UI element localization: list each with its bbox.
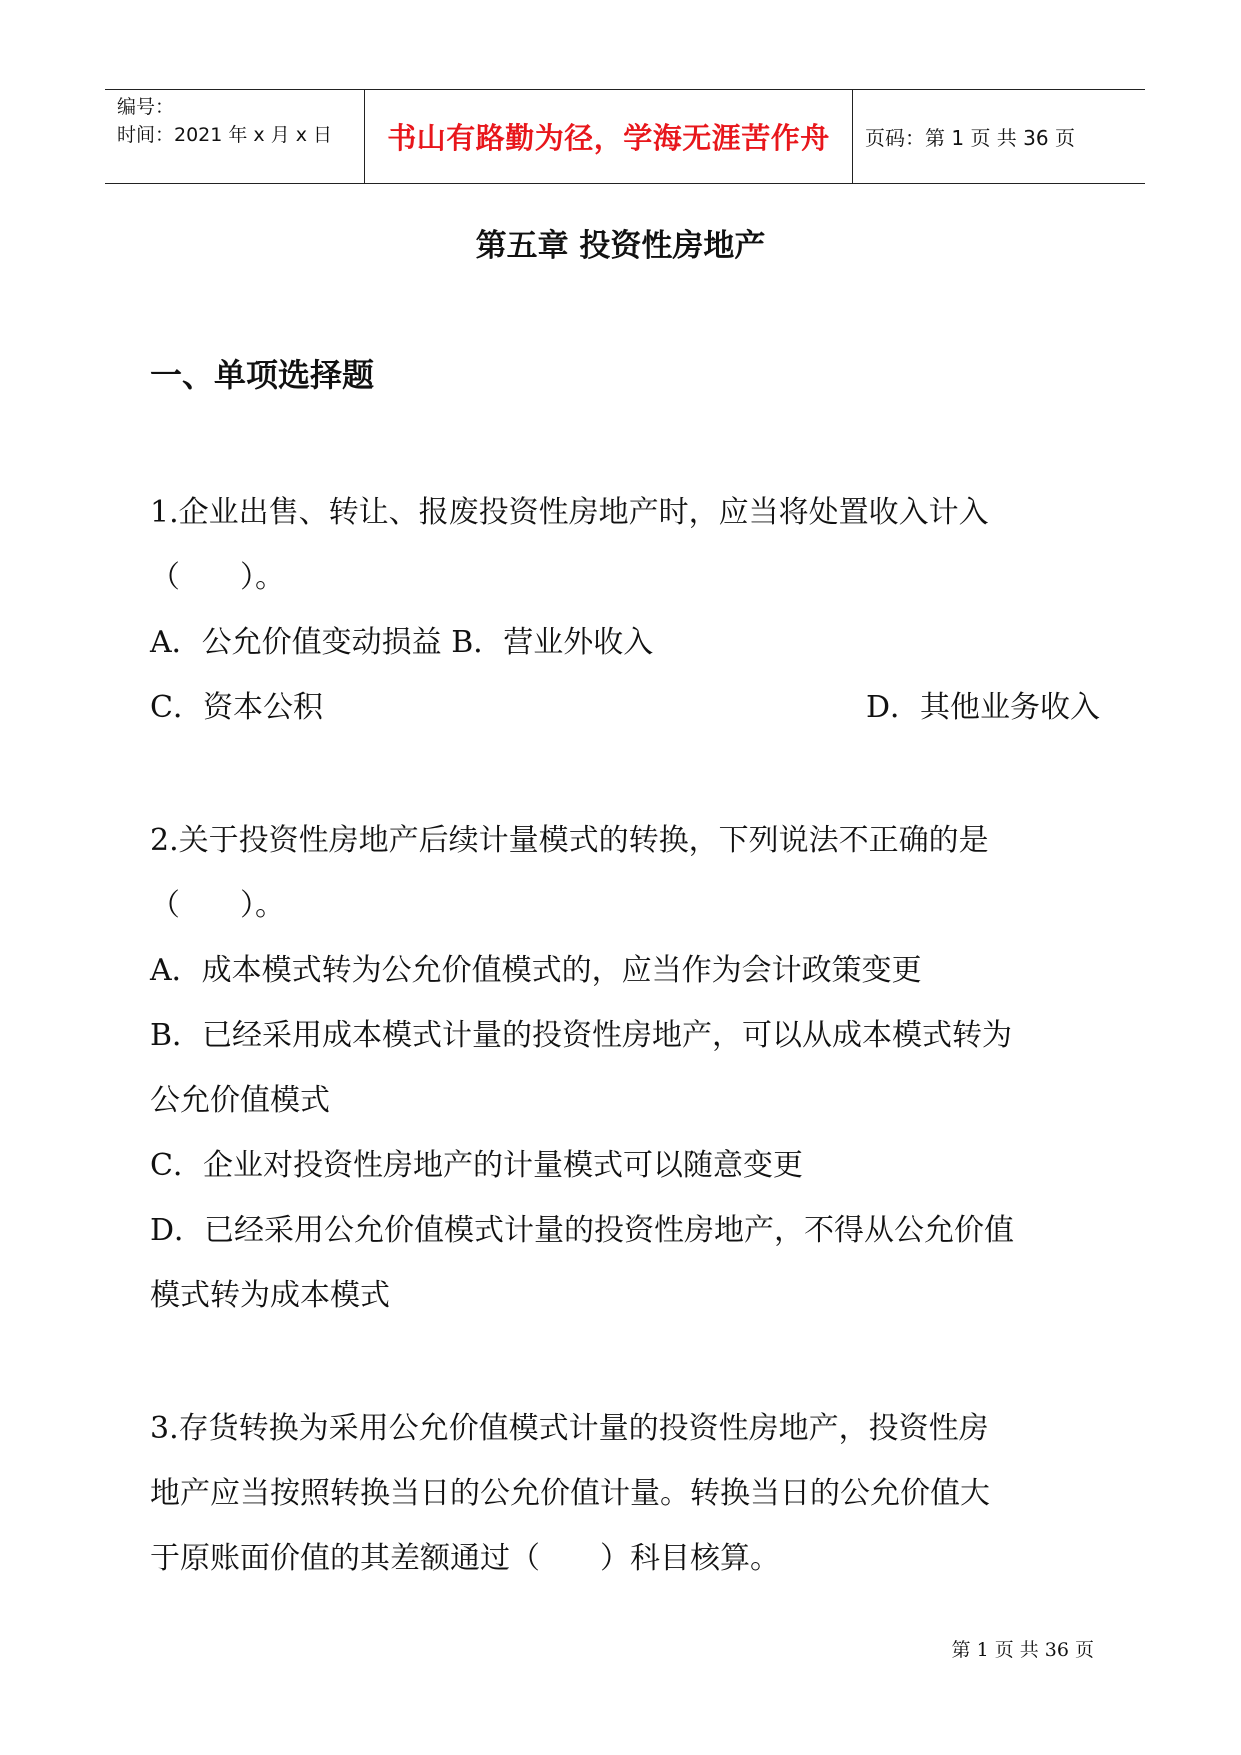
header-left-cell (105, 90, 365, 183)
option-line: 模式转为成本模式 (150, 1278, 390, 1313)
header-right-cell (853, 90, 1145, 183)
question-stem: 3.存货转换为采用公允价值模式计量的投资性房地产，投资性房 (150, 1411, 989, 1446)
option-line: 公允价值模式 (150, 1083, 330, 1118)
question-1 (150, 480, 1100, 740)
option-line: B．已经采用成本模式计量的投资性房地产，可以从成本模式转为 (150, 1018, 1013, 1053)
page-footer: 第 1 页 共 36 页 (951, 1639, 1094, 1661)
question-stem: （ ）。 (150, 888, 285, 923)
option-line: A．成本模式转为公允价值模式的，应当作为会计政策变更 (150, 953, 922, 988)
question-stem: 1.企业出售、转让、报废投资性房地产时，应当将处置收入计入 (150, 495, 989, 530)
question-2 (150, 808, 1100, 1328)
question-stem: （ ）。 (150, 560, 285, 595)
page-code: 页码：第 1 页 共 36 页 (865, 126, 1075, 150)
option-row (150, 675, 1100, 740)
section-title: 一、单项选择题 (150, 356, 375, 394)
option-line: D．已经采用公允价值模式计量的投资性房地产，不得从公允价值 (150, 1213, 1015, 1248)
header-middle-cell (365, 90, 853, 183)
question-stem: 于原账面价值的其差额通过（ ）科目核算。 (150, 1541, 780, 1576)
option-d: D．其他业务收入 (865, 690, 1100, 725)
option-row: A．公允价值变动损益 B．营业外收入 (150, 625, 654, 660)
chapter-title: 第五章 投资性房地产 (475, 228, 766, 264)
serial-label: 编号： (117, 96, 175, 118)
document-body (150, 480, 1100, 1591)
question-stem: 地产应当按照转换当日的公允价值计量。转换当日的公允价值大 (150, 1476, 990, 1511)
option-c: C．资本公积 (150, 690, 323, 725)
option-line: C．企业对投资性房地产的计量模式可以随意变更 (150, 1148, 803, 1183)
time-label: 时间：2021 年 x 月 x 日 (117, 124, 333, 146)
question-stem: 2.关于投资性房地产后续计量模式的转换，下列说法不正确的是 (150, 823, 989, 858)
document-header (105, 89, 1145, 184)
motto-text: 书山有路勤为径，学海无涯苦作舟 (387, 121, 830, 155)
question-3 (150, 1396, 1100, 1591)
